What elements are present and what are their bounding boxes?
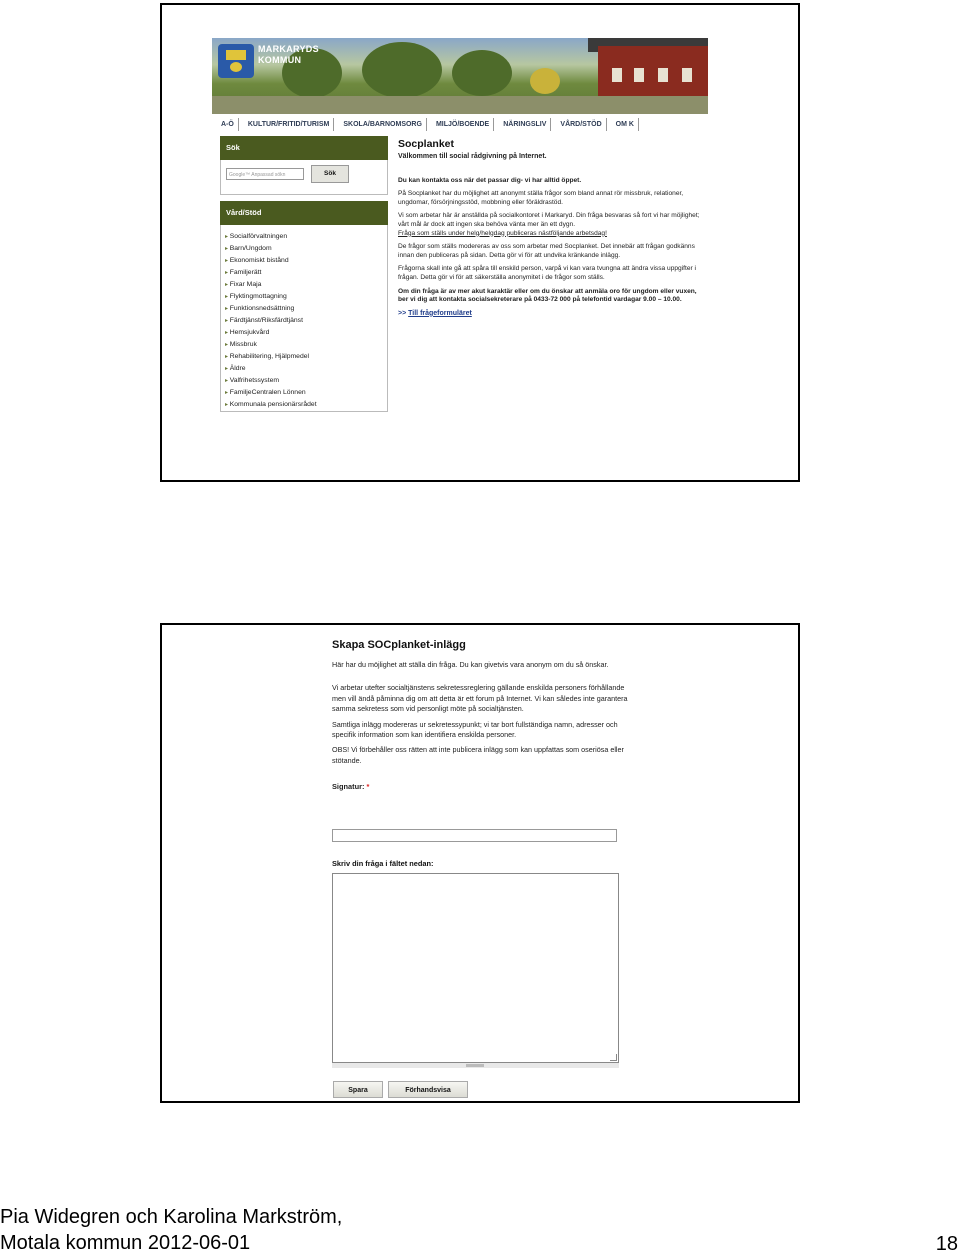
- question-label: Skriv din fråga i fältet nedan:: [332, 859, 434, 868]
- nav-item-a-o[interactable]: A-Ö: [212, 118, 239, 131]
- urgent-paragraph: Om din fråga är av mer akut karaktär eller om du önskar att anmäla oro för ungdom eller vuxen, ber vi dig att kontakta socialsekreterare på 0433-72 000 på telefontid vardagar 9.00 – 10.00.: [398, 287, 697, 304]
- nav-item-skola[interactable]: SKOLA/BARNOMSORG: [334, 118, 427, 131]
- slide-1-screenshot: [160, 3, 800, 482]
- slide-footer: [0, 1204, 342, 1256]
- coat-of-arms-icon[interactable]: [218, 44, 254, 78]
- sidebar-item[interactable]: ▸ Fixar Maja: [225, 279, 387, 291]
- banner-tree: [452, 50, 512, 96]
- post-form-text: [332, 637, 632, 793]
- sidebar-item[interactable]: ▸ Flyktingmottagning: [225, 291, 387, 303]
- scrollbar-thumb[interactable]: [466, 1064, 484, 1067]
- question-textarea[interactable]: [332, 873, 619, 1063]
- sidebar-item[interactable]: ▸ Äldre: [225, 363, 387, 375]
- sidebar-item[interactable]: ▸ Ekonomiskt bistånd: [225, 255, 387, 267]
- nav-item-miljo[interactable]: MILJÖ/BOENDE: [427, 118, 494, 131]
- house-window: [682, 68, 692, 82]
- emblem-icon: [230, 62, 242, 72]
- logo-line-2: KOMMUN: [258, 55, 302, 65]
- banner-house: [598, 46, 708, 96]
- logo-text[interactable]: [258, 44, 319, 66]
- sidebar-item[interactable]: ▸ Rehabilitering, Hjälpmedel: [225, 351, 387, 363]
- banner-bush: [530, 68, 560, 94]
- sidebar-item[interactable]: ▸ Missbruk: [225, 339, 387, 351]
- sidebar-item[interactable]: ▸ Kommunala pensionärsrådet: [225, 399, 387, 411]
- banner-path: [212, 96, 708, 114]
- nav-item-vard-stod[interactable]: VÅRD/STÖD: [551, 118, 606, 131]
- page-title: Socplanket: [398, 138, 455, 150]
- sidebar-item[interactable]: ▸ Valfrihetssystem: [225, 375, 387, 387]
- form-link[interactable]: Till frågeformuläret: [408, 309, 472, 317]
- house-window: [658, 68, 668, 82]
- weekend-notice: Fråga som ställs under helg/helgdag publiceras nästföljande arbetsdag!: [398, 229, 607, 237]
- form-link-arrow: >>: [398, 309, 407, 317]
- moderation-paragraph: De frågor som ställs modereras av oss som arbetar med Socplanket. Det innebär att frågan godkänns innan den publiceras på sidan. Detta gör vi för att undvika kränkande inlägg.: [398, 243, 695, 259]
- sidebar-item[interactable]: ▸ FamiljeCentralen Lönnen: [225, 387, 387, 399]
- required-mark: *: [366, 782, 370, 792]
- banner-tree: [362, 42, 442, 98]
- moderation-paragraph: Samtliga inlägg modereras ur sekretessypunkt; vi tar bort fullständiga namn, adresser och specifik information som kan identifiera enskilda personer.: [332, 719, 618, 740]
- sidebar-item[interactable]: ▸ Barn/Ungdom: [225, 243, 387, 255]
- signature-label-text: Signatur:: [332, 782, 365, 792]
- nav-item-naringsliv[interactable]: NÄRINGSLIV: [494, 118, 551, 131]
- search-button[interactable]: Sök: [311, 165, 349, 183]
- sidebar-item[interactable]: ▸ Färdtjänst/Riksfärdtjänst: [225, 315, 387, 327]
- preview-button[interactable]: Förhandsvisa: [388, 1081, 468, 1098]
- form-link-row: [398, 310, 708, 319]
- signature-label: [332, 782, 632, 792]
- footer-org-date: Motala kommun 2012-06-01: [0, 1232, 251, 1254]
- sidebar-item[interactable]: ▸ Funktionsnedsättning: [225, 303, 387, 315]
- secrecy-paragraph: Vi arbetar utefter socialtjänstens sekretessreglering gällande enskilda personers förhållande men vill ändå påminna dig om att detta är ett forum på Internet. Vi kan således inte garantera samma sekretess som vid personligt möte på socialtjänsten.: [332, 683, 628, 714]
- response-text: Vi som arbetar här är anställda på socialkontoret i Markaryd. Din fråga besvaras så fort vi har möjlighet; vårt mål är dock att ingen ska behöva vänta mer än ett dygn.: [398, 212, 700, 228]
- slide-2-screenshot: [160, 623, 800, 1103]
- nav-item-kultur[interactable]: KULTUR/FRITID/TURISM: [239, 118, 335, 131]
- welcome-text: Välkommen till social rådgivning på Internet.: [398, 153, 547, 160]
- textarea-scrollbar[interactable]: [332, 1063, 619, 1068]
- nav-item-om-kommunen[interactable]: OM K: [607, 118, 639, 131]
- form-intro: Här har du möjlighet att ställa din fråga. Du kan givetvis vara anonym om du så önskar.: [332, 660, 609, 669]
- anonymity-paragraph: Frågorna skall inte gå att spåra till enskild person, varpå vi kan vara tvungna att ändra vissa uppgifter i frågan. Detta gör vi för att säkerställa anonymitet i de frågor som ställs.: [398, 265, 696, 281]
- response-paragraph: [398, 212, 708, 238]
- disclaimer-paragraph: OBS! Vi förbehåller oss rätten att inte publicera inlägg som kan uppfattas som oseriösa eller stötande.: [332, 745, 624, 765]
- contact-text: Du kan kontakta oss när det passar dig- vi har alltid öppet.: [398, 176, 582, 184]
- form-title: Skapa SOCplanket-inlägg: [332, 639, 466, 651]
- sidebar: [220, 136, 388, 412]
- signature-field[interactable]: [332, 829, 617, 842]
- main-content: [398, 138, 708, 318]
- house-window: [634, 68, 644, 82]
- vard-stod-heading: Vård/Stöd: [220, 201, 388, 225]
- intro-paragraph: På Socplanket har du möjlighet att anonymt ställa frågor som bland annat rör missbruk, relationer, ungdomar, försörjningsstöd, mobbning eller föräldrastöd.: [398, 190, 684, 206]
- top-navigation: [212, 116, 708, 132]
- resize-handle-icon[interactable]: [610, 1054, 617, 1061]
- sidebar-item[interactable]: ▸ Hemsjukvård: [225, 327, 387, 339]
- save-button[interactable]: Spara: [333, 1081, 383, 1098]
- logo-line-1: MARKARYDS: [258, 44, 319, 54]
- header-banner: [212, 38, 708, 114]
- search-heading: Sök: [220, 136, 388, 160]
- crown-icon: [226, 50, 246, 60]
- sidebar-item[interactable]: ▸ Familjerätt: [225, 267, 387, 279]
- vard-stod-menu: [220, 225, 388, 412]
- markaryd-webpage: [212, 38, 708, 412]
- search-input[interactable]: Google™ Anpassad sökn: [226, 168, 304, 180]
- house-window: [612, 68, 622, 82]
- page-number: 18: [935, 1233, 958, 1255]
- footer-authors: Pia Widegren och Karolina Markström,: [0, 1206, 343, 1228]
- sidebar-item[interactable]: ▸ Socialförvaltningen: [225, 231, 387, 243]
- search-box: [220, 160, 388, 195]
